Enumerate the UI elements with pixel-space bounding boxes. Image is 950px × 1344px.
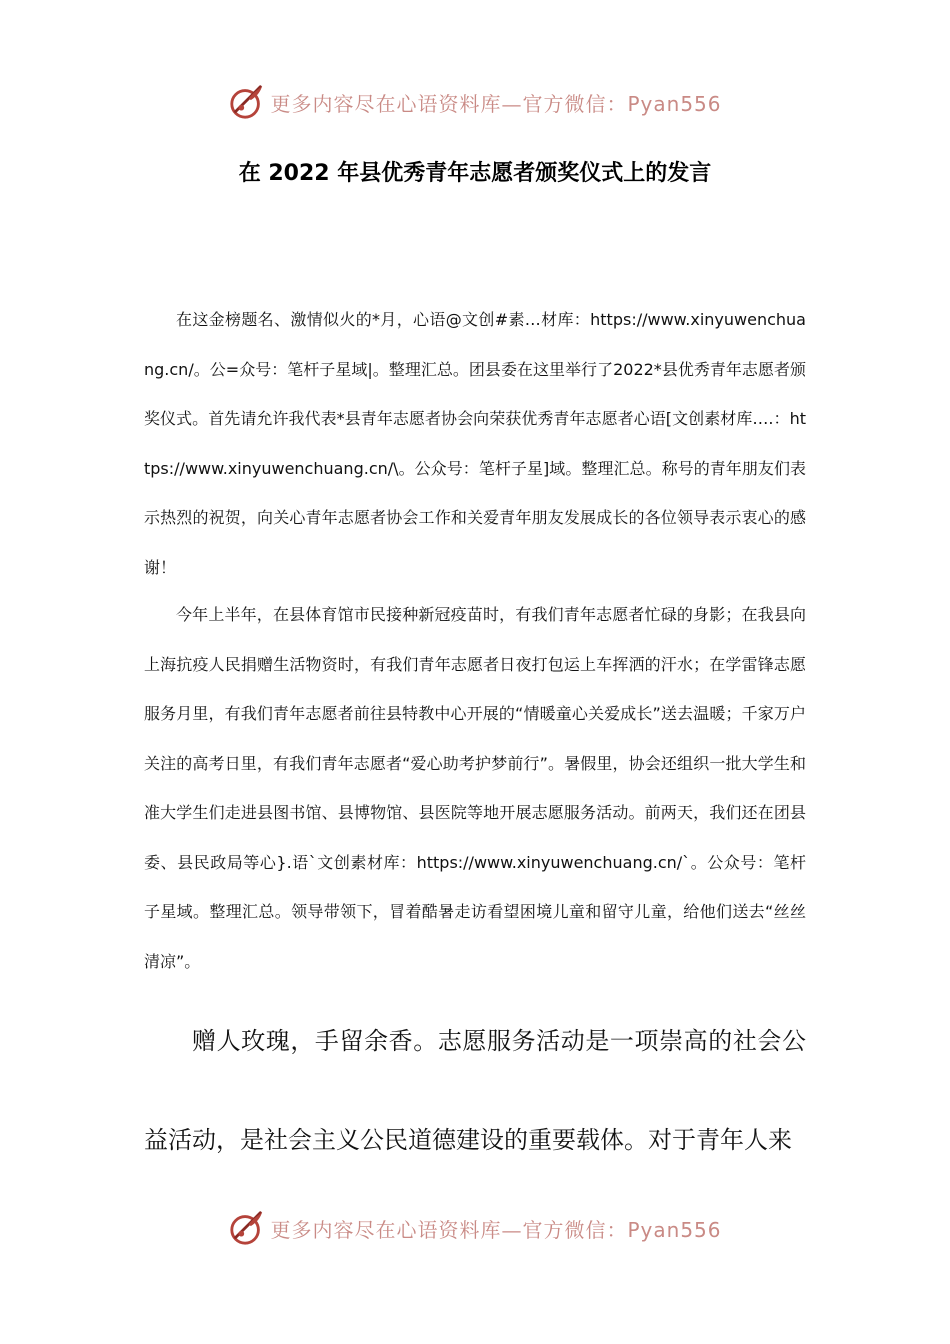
footer-banner	[0, 1208, 950, 1248]
banner-text: 更多内容尽在心语资料库—官方微信：Pyan556	[270, 1217, 722, 1242]
wechat-id: Pyan556	[627, 91, 722, 116]
header-banner	[0, 82, 950, 122]
quill-seal-icon	[228, 83, 266, 121]
wechat-id: Pyan556	[627, 1217, 722, 1242]
document-title: 在 2022 年县优秀青年志愿者颁奖仪式上的发言	[238, 161, 712, 186]
paragraph-activities: 今年上半年，在县体育馆市民接种新冠疫苗时，有我们青年志愿者忙碌的身影；在我县向上海抗疫人民捐赠生活物资时，有我们青年志愿者日夜打包运上车挥洒的汗水；在学雷锋志愿服务月里，有我们青年志愿者前往县特教中心开展的“情暖童心关爱成长”送去温暖；千家万户关注的高考日里，有我们青年志愿者“爱心助考护梦前行”。暑假里，协会还组织一批大学生和准大学生们走进县图书馆、县博物馆、县医院等地开展志愿服务活动。前两天，我们还在团县委、县民政局等心}.语`文创素材库：https://www.xinyuwenchuang.cn/`。公众号：笔杆子星域。整理汇总。领导带领下，冒着酷暑走访看望困境儿童和留守儿童，给他们送去“丝丝清凉”。	[144, 605, 806, 971]
quill-seal-icon	[228, 1209, 266, 1247]
banner-text: 更多内容尽在心语资料库—官方微信：Pyan556	[270, 91, 722, 116]
paragraph-closing: 赠人玫瑰，手留余香。志愿服务活动是一项崇高的社会公益活动，是社会主义公民道德建设的重要载体。对于青年人来	[144, 1027, 806, 1154]
paragraph-intro: 在这金榜题名、激情似火的*月，心语@文创#素…材库：https://www.xinyuwenchuang.cn/。公=众号：笔杆子星域|。整理汇总。团县委在这里举行了2022*县优秀青年志愿者颁奖仪式。首先请允许我代表*县青年志愿者协会向荣获优秀青年志愿者心语[文创素材库….：https://www.xinyuwenchuang.cn/\。公众号：笔杆子星]域。整理汇总。称号的青年朋友们表示热烈的祝贺，向关心青年志愿者协会工作和关爱青年朋友发展成长的各位领导表示衷心的感谢！	[144, 310, 806, 577]
